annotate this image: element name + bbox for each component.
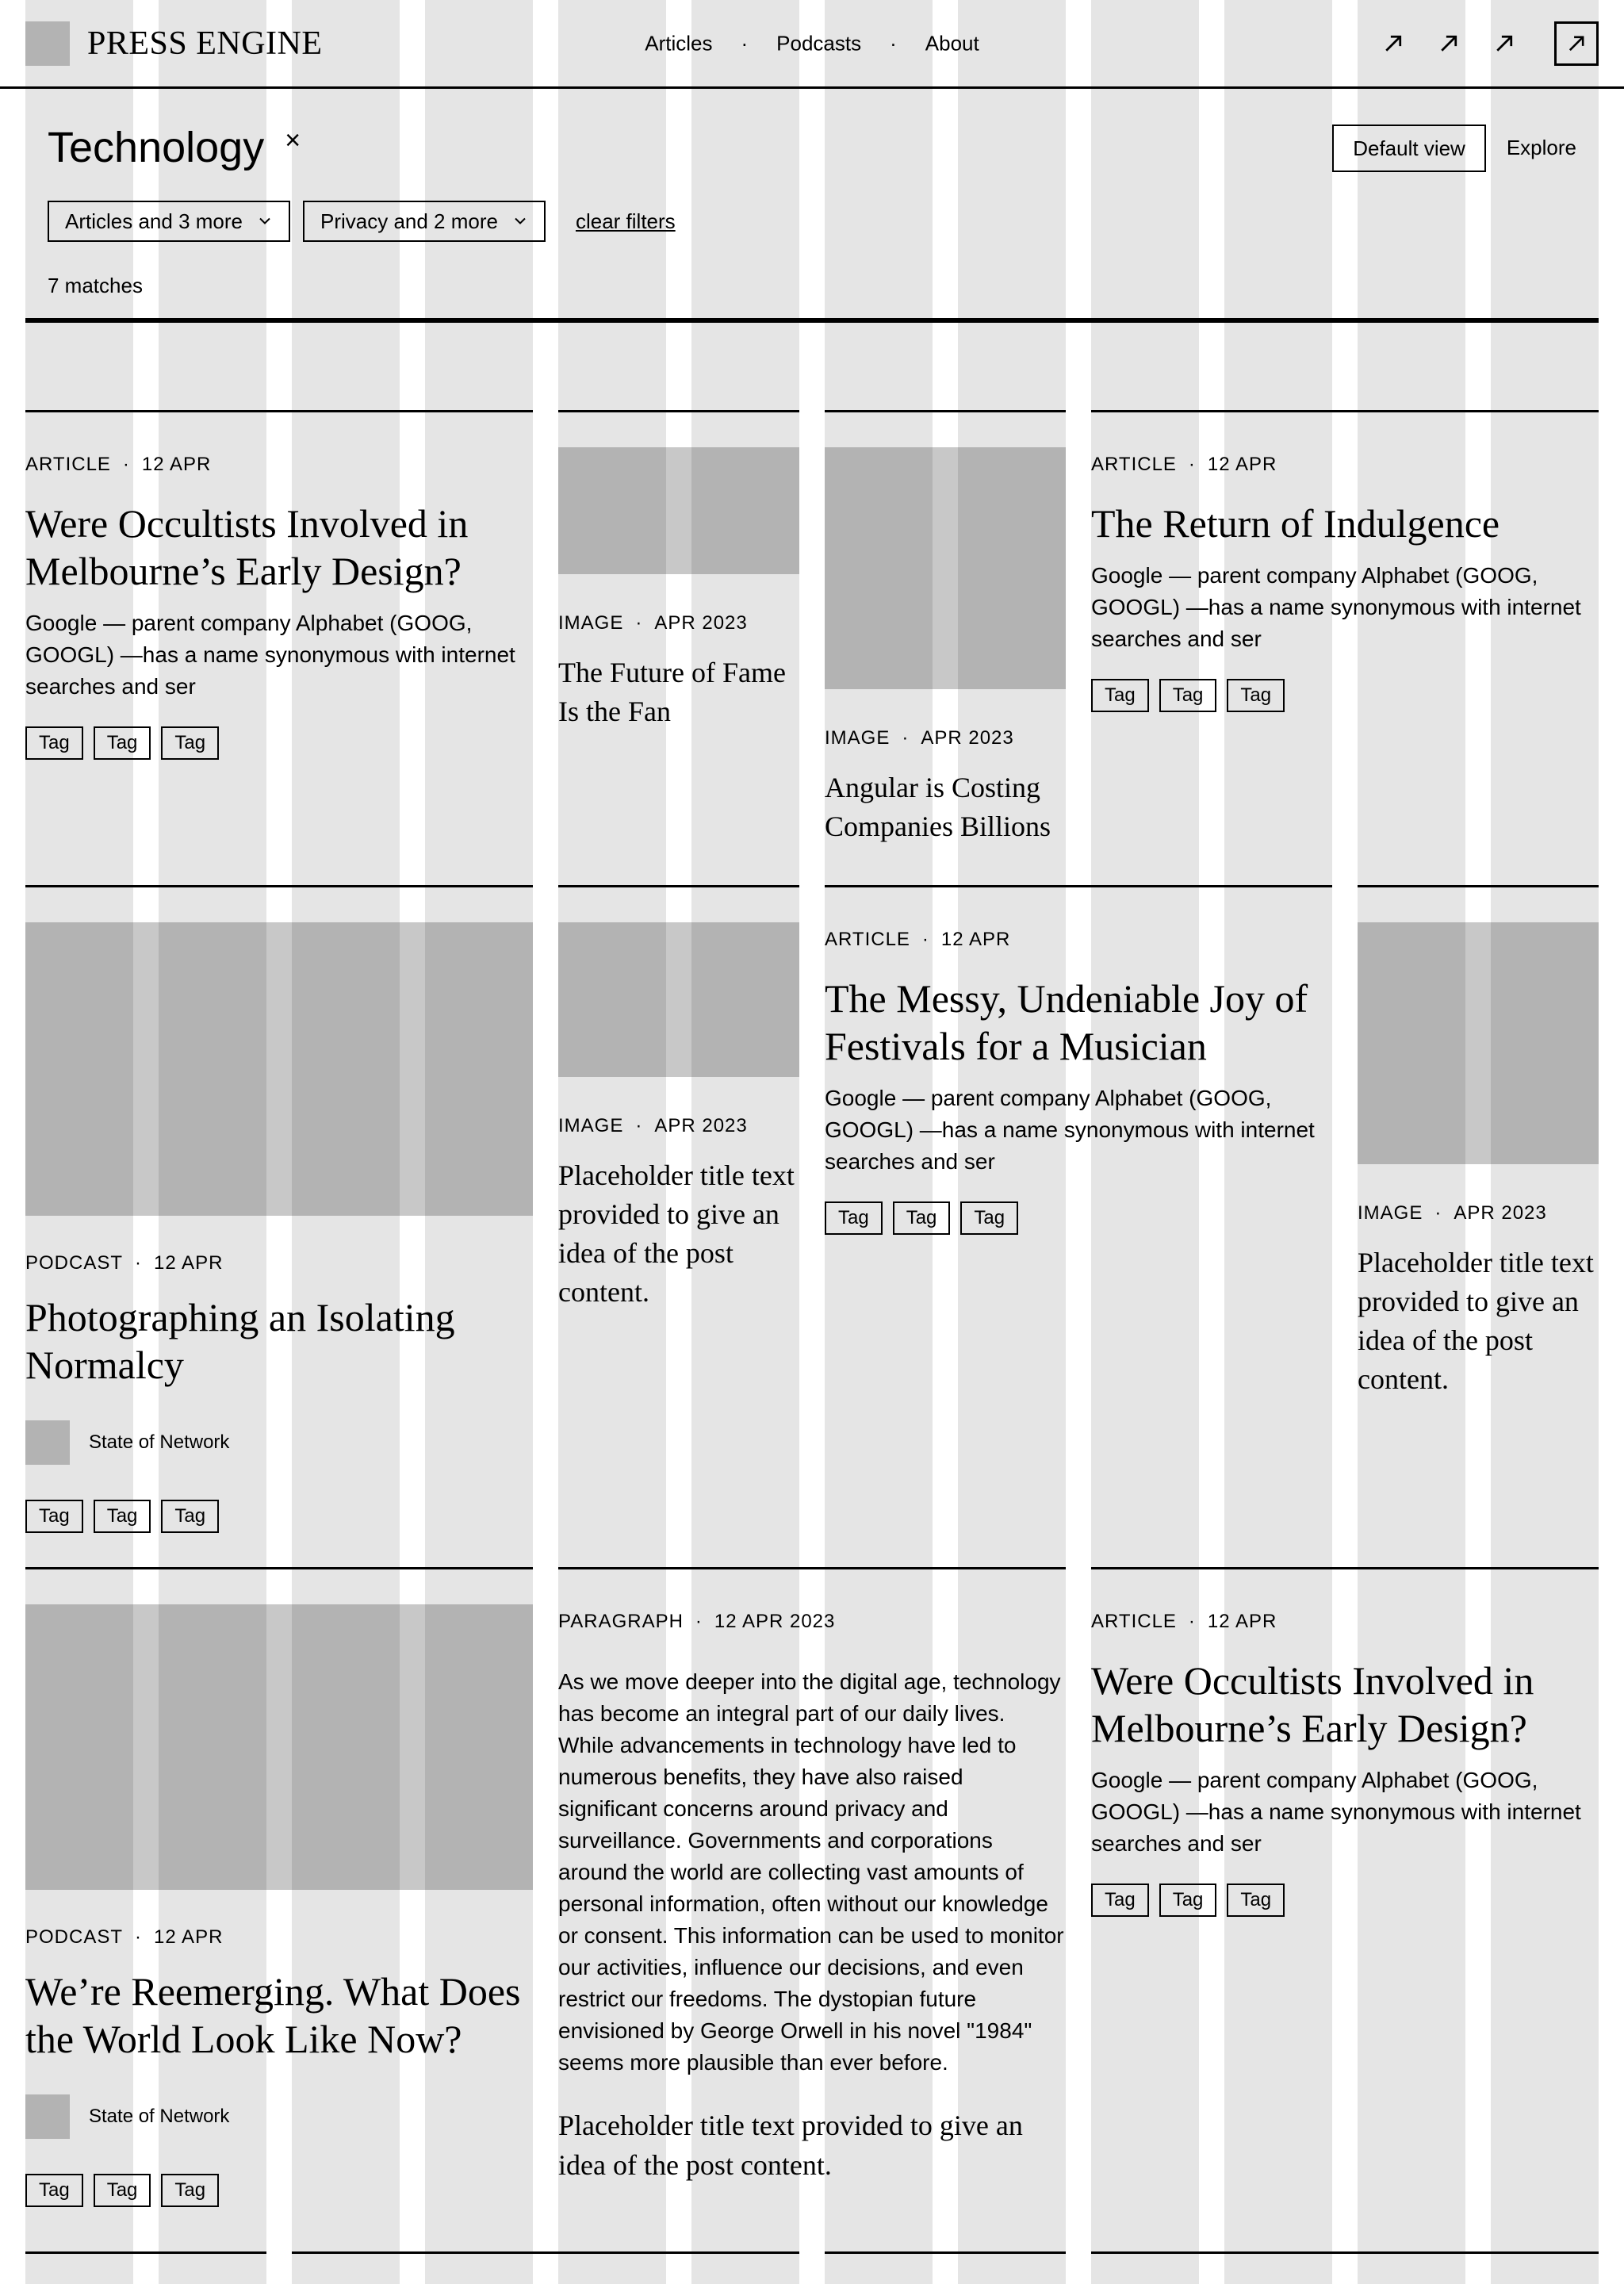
tag-button[interactable]: Tag (1227, 1884, 1285, 1917)
external-link-icon[interactable] (1437, 32, 1461, 56)
author-name: State of Network (89, 1431, 230, 1453)
card-description: Google — parent company Alphabet (GOOG, GOOGL) —has a name synonymous with internet searches and ser (25, 611, 515, 699)
card-title[interactable]: Photographing an Isolating Normalcy (25, 1295, 455, 1387)
card-type-label: IMAGE (1358, 1202, 1423, 1224)
card-image-placeholder[interactable] (25, 1604, 533, 1890)
tag-button[interactable]: Tag (94, 1500, 151, 1533)
card-date: 12 APR (1207, 454, 1277, 475)
card-kicker (1091, 1611, 1599, 1633)
tag-button[interactable]: Tag (25, 1500, 83, 1533)
tag-button[interactable]: Tag (1091, 679, 1149, 712)
tag-list (25, 726, 533, 760)
card-kicker (25, 454, 533, 476)
tag-button[interactable]: Tag (161, 2174, 219, 2207)
card-grid-row-4 (25, 2251, 1599, 2283)
card-grid-row-2 (25, 885, 1599, 1567)
next-row-card-stub (1091, 2251, 1599, 2281)
tag-list (825, 1201, 1332, 1235)
card-description: Google — parent company Alphabet (GOOG, GOOGL) —has a name synonymous with internet searches and ser (1091, 1768, 1581, 1856)
card-image-placeholder[interactable] (25, 922, 533, 1216)
tag-button[interactable]: Tag (94, 2174, 151, 2207)
card-date: 12 APR (154, 1926, 224, 1948)
remove-filter-button[interactable]: × (285, 125, 301, 155)
tag-button[interactable]: Tag (25, 726, 83, 760)
card-date: APR 2023 (1454, 1202, 1547, 1224)
next-row-card-stub (292, 2251, 799, 2281)
kicker-dot: · (635, 612, 643, 634)
nav-item-articles[interactable]: Articles (645, 31, 713, 55)
podcast-author-row[interactable] (25, 2094, 533, 2139)
dropdown-label: Privacy and 2 more (320, 209, 498, 233)
tag-button[interactable]: Tag (1159, 679, 1217, 712)
tag-button[interactable]: Tag (161, 1500, 219, 1533)
card-type-label: IMAGE (825, 727, 891, 749)
tag-button[interactable]: Tag (25, 2174, 83, 2207)
article-card (25, 410, 533, 760)
next-row-card-stub (825, 2251, 1066, 2281)
card-type-label: ARTICLE (1091, 1611, 1177, 1632)
article-card (1091, 410, 1599, 712)
card-type-label: PODCAST (25, 1926, 124, 1948)
card-image-placeholder[interactable] (558, 922, 799, 1077)
content-type-filter-dropdown[interactable] (48, 201, 290, 242)
kicker-dot: · (122, 454, 130, 475)
card-kicker (558, 1115, 799, 1137)
card-kicker (825, 929, 1332, 951)
kicker-dot: · (695, 1611, 703, 1632)
main-nav (645, 31, 979, 56)
brand-name: PRESS ENGINE (87, 25, 323, 62)
card-kicker (558, 1611, 1066, 1633)
tag-list (1091, 1884, 1599, 1917)
chevron-down-icon (512, 216, 528, 227)
image-card (825, 410, 1066, 846)
nav-separator-dot: · (741, 31, 749, 55)
card-grid-row-3 (25, 1567, 1599, 2251)
hero-actions (1332, 124, 1576, 172)
card-title[interactable]: The Future of Fame Is the Fan (558, 657, 786, 727)
card-type-label: IMAGE (558, 1115, 624, 1136)
card-date: APR 2023 (654, 1115, 748, 1136)
page-title: Technology (48, 124, 265, 171)
dropdown-label: Articles and 3 more (65, 209, 243, 233)
paragraph-card (558, 1567, 1066, 2185)
author-avatar (25, 1420, 70, 1465)
card-description: Google — parent company Alphabet (GOOG, GOOGL) —has a name synonymous with internet searches and ser (1091, 563, 1581, 651)
card-kicker (25, 1926, 533, 1949)
card-type-label: ARTICLE (825, 929, 910, 950)
author-avatar (25, 2094, 70, 2139)
external-link-icon[interactable] (1492, 32, 1516, 56)
tag-button[interactable]: Tag (825, 1201, 883, 1235)
author-name: State of Network (89, 2106, 230, 2127)
tag-button[interactable]: Tag (94, 726, 151, 760)
card-kicker (25, 1252, 533, 1274)
card-type-label: ARTICLE (25, 454, 111, 475)
card-title[interactable]: Angular is Costing Companies Billions (825, 772, 1051, 842)
podcast-author-row[interactable] (25, 1420, 533, 1465)
card-date: APR 2023 (654, 612, 748, 634)
card-kicker (1358, 1202, 1599, 1224)
kicker-dot: · (635, 1115, 643, 1136)
page-header (0, 0, 1624, 89)
image-card (558, 885, 799, 1312)
card-type-label: IMAGE (558, 612, 624, 634)
card-date: 12 APR (154, 1252, 224, 1274)
kicker-dot: · (135, 1252, 143, 1274)
card-date: 12 APR (940, 929, 1011, 950)
explore-link[interactable]: Explore (1506, 136, 1576, 159)
default-view-button[interactable]: Default view (1332, 125, 1486, 172)
card-kicker (558, 612, 799, 634)
tag-list (25, 1500, 533, 1533)
tag-button[interactable]: Tag (1091, 1884, 1149, 1917)
external-link-boxed-icon[interactable] (1554, 21, 1599, 66)
hero-section (0, 89, 1624, 318)
header-actions (1381, 21, 1599, 66)
card-title[interactable]: Were Occultists Involved in Melbourne’s Early Design? (1091, 1658, 1534, 1750)
clear-filters-link[interactable]: clear filters (575, 209, 676, 233)
kicker-dot: · (135, 1926, 143, 1948)
image-card (1358, 885, 1599, 1399)
article-card (1091, 1567, 1599, 1917)
card-title[interactable]: Were Occultists Involved in Melbourne’s Early Design? (25, 501, 469, 593)
card-date: 12 APR (1207, 1611, 1277, 1632)
tag-list (1091, 679, 1599, 712)
podcast-card (25, 1567, 533, 2207)
card-title[interactable]: We’re Reemerging. What Does the World Look Like Now? (25, 1969, 521, 2061)
kicker-dot: · (921, 929, 929, 950)
card-title[interactable]: Placeholder title text provided to give an idea of the post content. (1358, 1247, 1594, 1395)
card-description: Google — parent company Alphabet (GOOG, GOOGL) —has a name synonymous with internet searches and ser (825, 1086, 1315, 1174)
card-date: APR 2023 (921, 727, 1014, 749)
tags-filter-dropdown[interactable] (303, 201, 546, 242)
external-link-icon[interactable] (1381, 32, 1405, 56)
tag-list (25, 2174, 533, 2207)
article-card (825, 885, 1332, 1235)
chevron-down-icon (257, 216, 273, 227)
kicker-dot: · (902, 727, 910, 749)
card-kicker (825, 727, 1066, 749)
card-date: 12 APR 2023 (714, 1611, 836, 1632)
card-grid-row-1 (25, 410, 1599, 885)
card-type-label: ARTICLE (1091, 454, 1177, 475)
card-title[interactable]: The Messy, Undeniable Joy of Festivals for a Musician (825, 976, 1308, 1068)
card-kicker (1091, 454, 1599, 476)
kicker-dot: · (1188, 454, 1196, 475)
match-count: 7 matches (48, 274, 143, 297)
tag-button[interactable]: Tag (161, 726, 219, 760)
nav-item-about[interactable]: About (925, 31, 979, 55)
card-image-placeholder[interactable] (825, 447, 1066, 689)
next-row-card-stub (25, 2251, 266, 2281)
card-type-label: PARAGRAPH (558, 1611, 684, 1632)
card-image-placeholder[interactable] (558, 447, 799, 574)
tag-button[interactable]: Tag (1159, 1884, 1217, 1917)
card-title[interactable]: Placeholder title text provided to give an idea of the post content. (558, 1159, 795, 1308)
card-image-placeholder[interactable] (1358, 922, 1599, 1164)
section-divider-rule (25, 318, 1599, 323)
card-title[interactable]: Placeholder title text provided to give an idea of the post content. (558, 2110, 1023, 2181)
podcast-card (25, 885, 533, 1533)
tag-button[interactable]: Tag (1227, 679, 1285, 712)
brand-home-link[interactable] (25, 21, 323, 66)
image-card (558, 410, 799, 731)
results-grid (0, 410, 1624, 2283)
tag-button[interactable]: Tag (893, 1201, 951, 1235)
card-title[interactable]: The Return of Indulgence (1091, 501, 1500, 546)
filter-row (48, 201, 1576, 242)
kicker-dot: · (1434, 1202, 1442, 1224)
kicker-dot: · (1188, 1611, 1196, 1632)
card-type-label: PODCAST (25, 1252, 124, 1274)
tag-button[interactable]: Tag (960, 1201, 1018, 1235)
nav-item-podcasts[interactable]: Podcasts (776, 31, 862, 55)
card-date: 12 APR (141, 454, 212, 475)
paragraph-body: As we move deeper into the digital age, technology has become an integral part of our daily lives. While advancements in technology have led to numerous benefits, they have also raised significant concerns around privacy and surveillance. Governments and corporations around the world are collecting vast amounts of personal information, often without our knowledge or consent. This information can be used to monitor our activities, influence our decisions, and even restrict our freedoms. The dystopian future envisioned by George Orwell in his novel "1984" seems more plausible than ever before. (558, 1669, 1064, 2075)
brand-logo-block (25, 21, 70, 66)
nav-separator-dot: · (890, 31, 897, 55)
